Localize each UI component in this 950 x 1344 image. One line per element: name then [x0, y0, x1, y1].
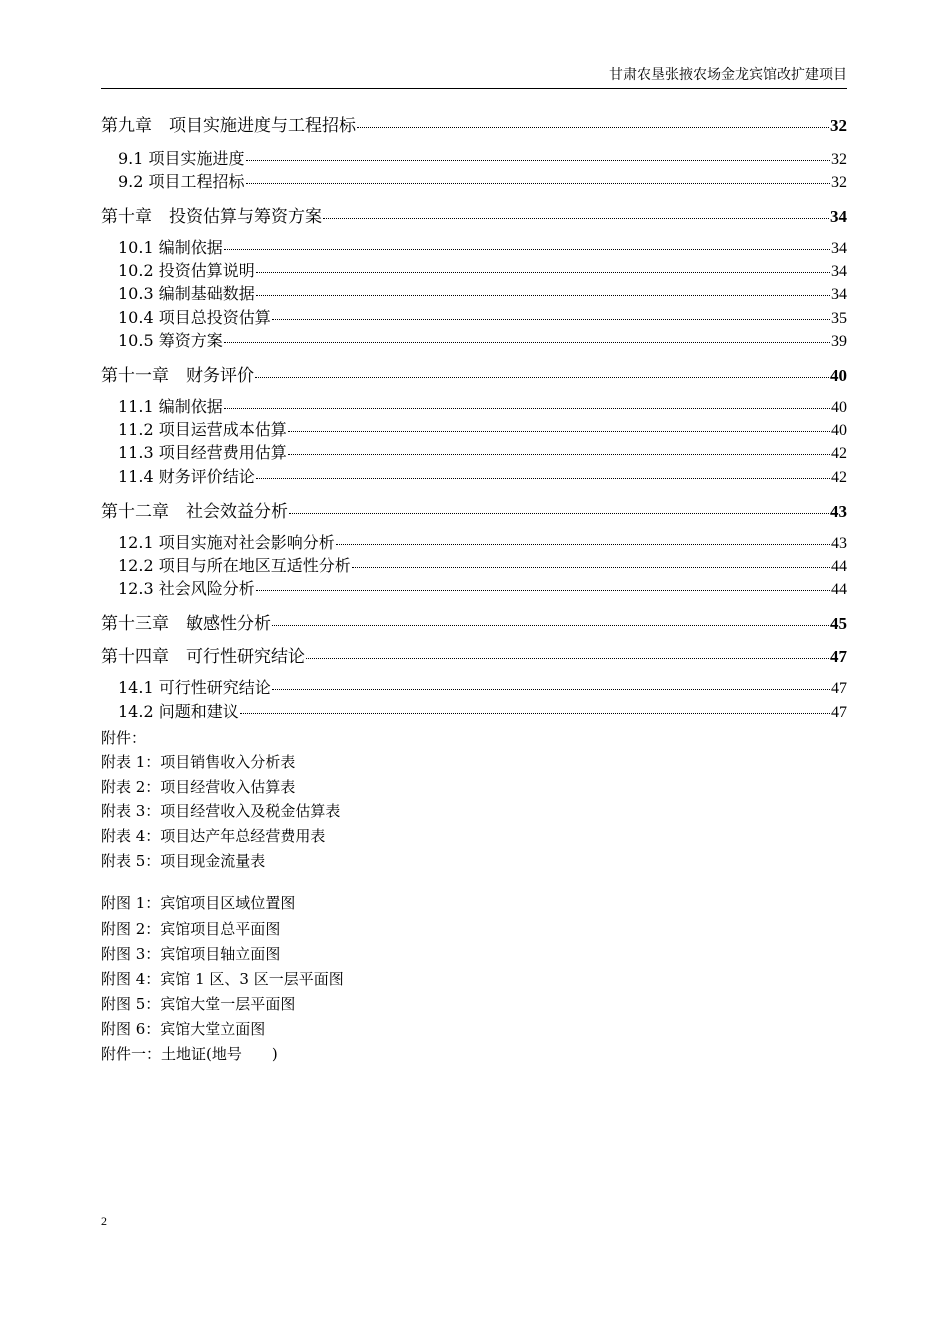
toc-entry-title: 11.4 财务评价结论	[118, 467, 255, 486]
appendix-figure-6: 附图 6：宾馆大堂立面图	[101, 1020, 266, 1038]
toc-page-number: 44	[831, 581, 847, 598]
toc-section-11-2[interactable]	[101, 417, 847, 440]
toc-section-9-1[interactable]	[101, 146, 847, 169]
toc-entry-title: 第十二章 社会效益分析	[101, 502, 288, 522]
appendix-table-2: 附表 2：项目经营收入估算表	[101, 778, 296, 796]
toc-entry-title: 14.1 可行性研究结论	[118, 678, 271, 697]
toc-entry-title: 10.1 编制依据	[118, 238, 223, 257]
toc-leader	[256, 295, 830, 296]
toc-chapter-9[interactable]	[101, 111, 847, 136]
toc-chapter-12[interactable]	[101, 497, 847, 522]
toc-leader	[256, 478, 830, 479]
toc-section-12-1[interactable]	[101, 530, 847, 553]
appendix-figure-1: 附图 1：宾馆项目区域位置图	[101, 894, 296, 912]
toc-section-11-4[interactable]	[101, 464, 847, 487]
toc-page-number: 47	[831, 704, 847, 721]
toc-leader	[246, 183, 830, 184]
header-title: 甘肃农垦张掖农场金龙宾馆改扩建项目	[609, 67, 847, 83]
toc-entry-title: 11.3 项目经营费用估算	[118, 443, 287, 462]
toc-entry-title: 12.1 项目实施对社会影响分析	[118, 533, 335, 552]
toc-entry-title: 10.5 筹资方案	[118, 331, 223, 350]
toc-section-10-3[interactable]	[101, 281, 847, 304]
toc-page-number: 32	[830, 116, 847, 135]
toc-entry-title: 11.2 项目运营成本估算	[118, 420, 287, 439]
toc-entry-title: 12.3 社会风险分析	[118, 579, 255, 598]
toc-section-11-3[interactable]	[101, 440, 847, 463]
toc-section-14-1[interactable]	[101, 675, 847, 698]
toc-leader	[289, 513, 829, 514]
toc-entry-title: 10.4 项目总投资估算	[118, 308, 271, 327]
toc-leader	[246, 160, 830, 161]
appendix-table-4: 附表 4：项目达产年总经营费用表	[101, 827, 326, 845]
toc-leader	[272, 689, 830, 690]
appendix-attachment-1: 附件一：土地证(地号 )	[101, 1045, 278, 1063]
toc-section-11-1[interactable]	[101, 394, 847, 417]
toc-leader	[288, 454, 830, 455]
toc-leader	[255, 377, 829, 378]
toc-leader	[256, 272, 830, 273]
toc-leader	[224, 249, 830, 250]
toc-page-number: 32	[831, 174, 847, 191]
toc-page-number: 34	[831, 286, 847, 303]
toc-leader	[224, 408, 830, 409]
toc-leader	[352, 567, 830, 568]
toc-leader	[272, 319, 830, 320]
appendix-figure-2: 附图 2：宾馆项目总平面图	[101, 920, 281, 938]
appendix-figure-4: 附图 4：宾馆 1 区、3 区一层平面图	[101, 970, 344, 988]
toc-entry-title: 第十四章 可行性研究结论	[101, 647, 305, 667]
toc-section-10-5[interactable]	[101, 328, 847, 351]
toc-entry-title: 10.3 编制基础数据	[118, 284, 255, 303]
toc-page-number: 40	[830, 366, 847, 385]
toc-leader	[272, 625, 829, 626]
toc-section-12-2[interactable]	[101, 553, 847, 576]
toc-leader	[357, 127, 829, 128]
toc-section-12-3[interactable]	[101, 576, 847, 599]
appendix-figure-5: 附图 5：宾馆大堂一层平面图	[101, 995, 296, 1013]
toc-page-number: 40	[831, 422, 847, 439]
toc-entry-title: 11.1 编制依据	[118, 397, 223, 416]
toc-chapter-13[interactable]	[101, 609, 847, 634]
toc-page-number: 34	[831, 240, 847, 257]
toc-page-number: 40	[831, 399, 847, 416]
appendix-figure-3: 附图 3：宾馆项目轴立面图	[101, 945, 281, 963]
toc-section-14-2[interactable]	[101, 699, 847, 722]
appendix-heading: 附件：	[101, 729, 147, 747]
toc-page-number: 43	[831, 535, 847, 552]
appendix-table-3: 附表 3：项目经营收入及税金估算表	[101, 802, 341, 820]
toc-section-10-1[interactable]	[101, 235, 847, 258]
toc-entry-title: 第十三章 敏感性分析	[101, 614, 271, 634]
toc-chapter-10[interactable]	[101, 202, 847, 227]
toc-entry-title: 14.2 问题和建议	[118, 702, 239, 721]
toc-entry-title: 第九章 项目实施进度与工程招标	[101, 116, 356, 136]
toc-entry-title: 第十章 投资估算与筹资方案	[101, 207, 322, 227]
toc-page-number: 47	[831, 680, 847, 697]
toc-section-10-4[interactable]	[101, 305, 847, 328]
appendix-table-5: 附表 5：项目现金流量表	[101, 852, 266, 870]
toc-section-10-2[interactable]	[101, 258, 847, 281]
toc-page-number: 42	[831, 469, 847, 486]
toc-page-number: 43	[830, 502, 847, 521]
toc-leader	[323, 218, 829, 219]
toc-page-number: 35	[831, 310, 847, 327]
page-number: 2	[101, 1214, 107, 1228]
toc-page-number: 42	[831, 445, 847, 462]
toc-leader	[224, 342, 830, 343]
toc-page-number: 44	[831, 558, 847, 575]
toc-entry-title: 9.2 项目工程招标	[118, 172, 245, 191]
toc-chapter-11[interactable]	[101, 361, 847, 386]
toc-leader	[336, 544, 830, 545]
toc-section-9-2[interactable]	[101, 169, 847, 192]
toc-leader	[306, 658, 829, 659]
toc-leader	[256, 590, 830, 591]
toc-entry-title: 10.2 投资估算说明	[118, 261, 255, 280]
toc-page-number: 47	[830, 647, 847, 666]
toc-page-number: 45	[830, 614, 847, 633]
toc-chapter-14[interactable]	[101, 642, 847, 667]
toc-leader	[288, 431, 830, 432]
toc-page-number: 39	[831, 333, 847, 350]
toc-entry-title: 12.2 项目与所在地区互适性分析	[118, 556, 351, 575]
toc-entry-title: 9.1 项目实施进度	[118, 149, 245, 168]
toc-leader	[240, 713, 830, 714]
toc-page-number: 34	[831, 263, 847, 280]
toc-page-number: 32	[831, 151, 847, 168]
toc-page-number: 34	[830, 207, 847, 226]
page-header	[101, 62, 847, 89]
appendix-table-1: 附表 1：项目销售收入分析表	[101, 753, 296, 771]
toc-entry-title: 第十一章 财务评价	[101, 366, 254, 386]
